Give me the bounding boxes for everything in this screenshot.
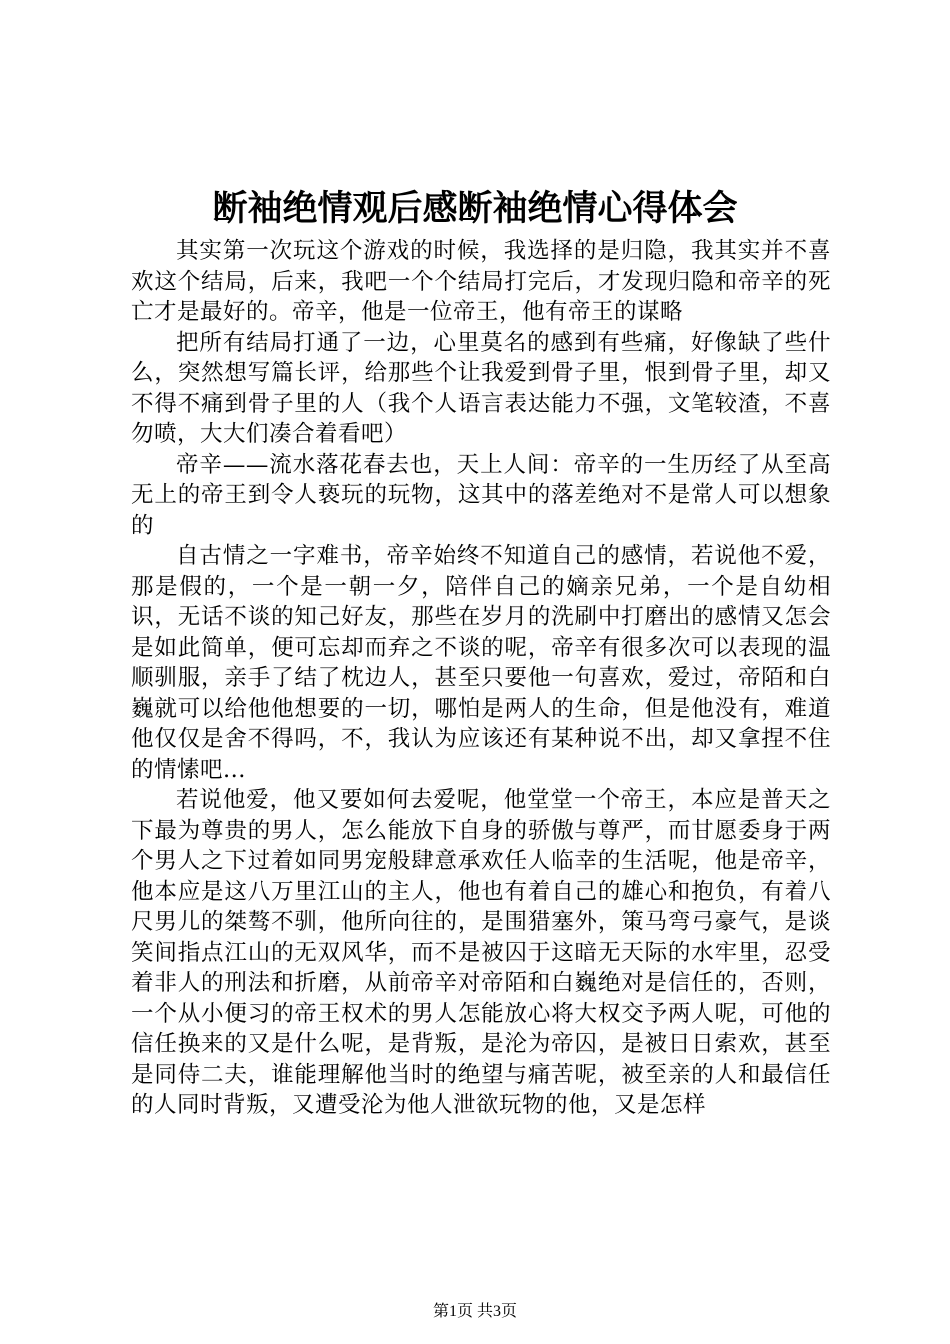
document-title: 断袖绝情观后感断袖绝情心得体会	[212, 189, 738, 229]
document-body	[131, 236, 831, 1121]
paragraph: 若说他爱，他又要如何去爱呢，他堂堂一个帝王，本应是普天之下最为尊贵的男人，怎么能放下自身的骄傲与尊严，而甘愿委身于两个男人之下过着如同男宠般肆意承欢任人临幸的生活呢，他是帝辛，他本应是这八万里江山的主人，他也有着自己的雄心和抱负，有着八尺男儿的桀骜不驯，他所向往的，是围猎塞外，策马弯弓豪气，是谈笑间指点江山的无双风华，而不是被囚于这暗无天际的水牢里，忍受着非人的刑法和折磨，从前帝辛对帝陌和白巍绝对是信任的，否则，一个从小便习的帝王权术的男人怎能放心将大权交予两人呢，可他的信任换来的又是什么呢，是背叛，是沦为帝囚，是被日日索欢，甚至是同侍二夫，谁能理解他当时的绝望与痛苦呢，被至亲的人和最信任的人同时背叛，又遭受沦为他人泄欲玩物的他，又是怎样	[131, 787, 831, 1118]
page-footer: 第1页 共3页	[432, 1303, 517, 1320]
paragraph: 帝辛——流水落花春去也，天上人间：帝辛的一生历经了从至高无上的帝王到令人亵玩的玩物，这其中的落差绝对不是常人可以想象的	[131, 451, 831, 539]
paragraph: 其实第一次玩这个游戏的时候，我选择的是归隐，我其实并不喜欢这个结局，后来，我吧一个个结局打完后，才发现归隐和帝辛的死亡才是最好的。帝辛，他是一位帝王，他有帝王的谋略	[131, 238, 831, 325]
paragraph: 自古情之一字难书，帝辛始终不知道自己的感情，若说他不爱，那是假的，一个是一朝一夕，陪伴自己的嫡亲兄弟，一个是自幼相识，无话不谈的知己好友，那些在岁月的洗刷中打磨出的感情又怎会是如此简单，便可忘却而弃之不谈的呢，帝辛有很多次可以表现的温顺驯服，亲手了结了枕边人，甚至只要他一句喜欢，爱过，帝陌和白巍就可以给他他想要的一切，哪怕是两人的生命，但是他没有，难道他仅仅是舍不得吗，不，我认为应该还有某种说不出，却又拿捏不住的情愫吧...	[131, 543, 831, 783]
paragraph: 把所有结局打通了一边，心里莫名的感到有些痛，好像缺了些什么，突然想写篇长评，给那些个让我爱到骨子里，恨到骨子里，却又不得不痛到骨子里的人（我个人语言表达能力不强，文笔较渣，不喜勿喷，大大们凑合着看吧）	[131, 329, 831, 447]
